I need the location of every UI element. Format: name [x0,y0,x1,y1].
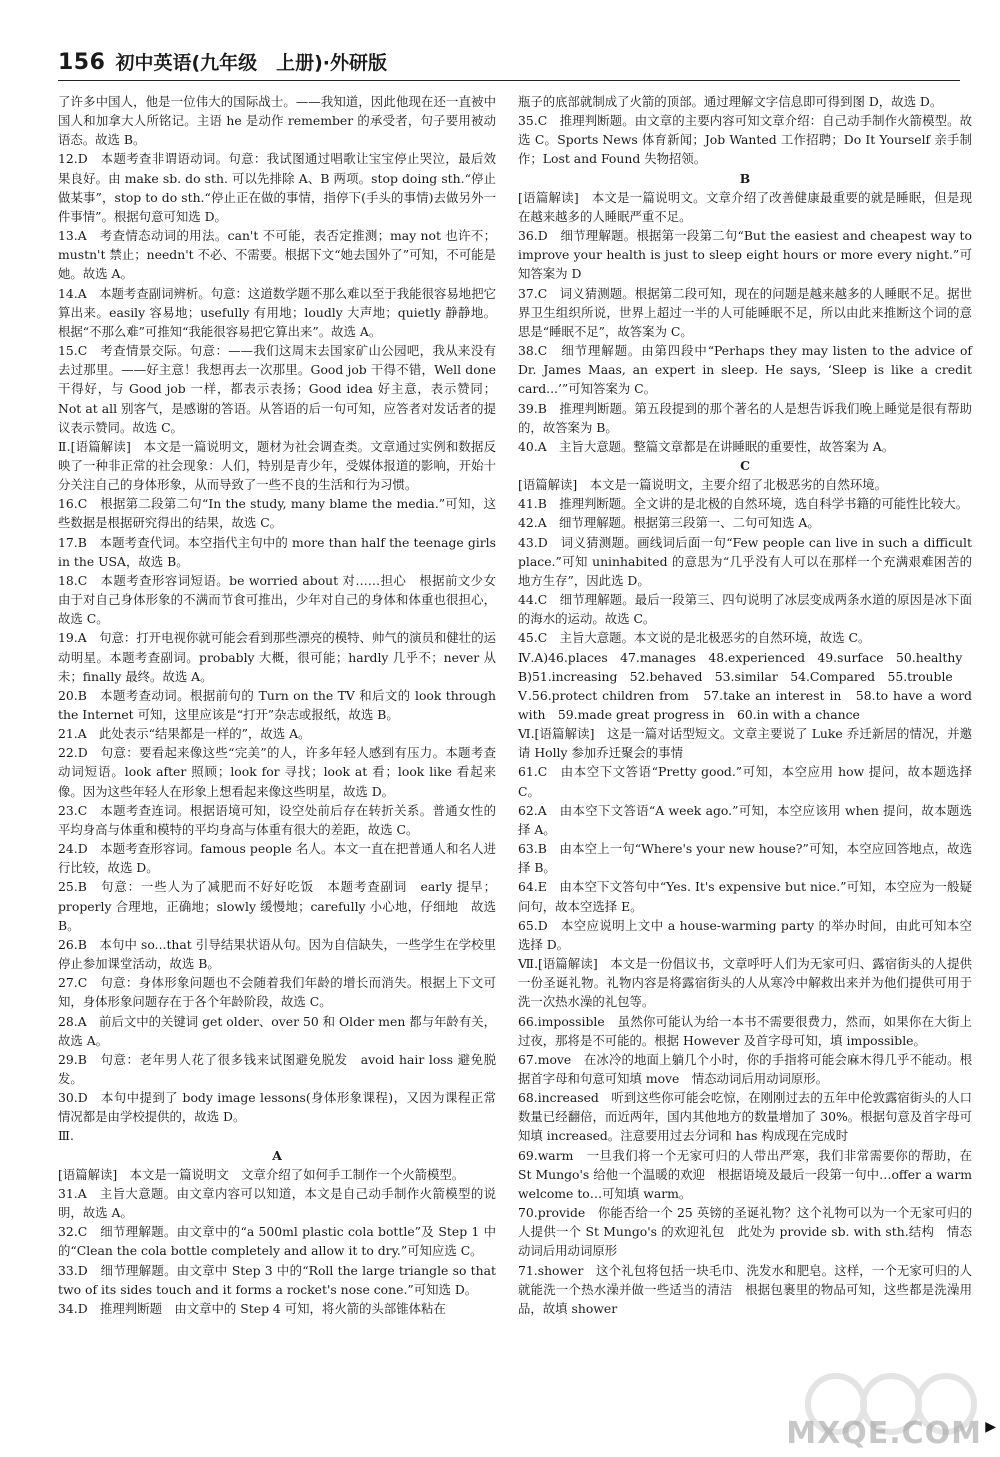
answer-paragraph: 28.A 前后文中的关键词 get older、over 50 和 Older men 都与年龄有关，故选 A。 [58,1013,496,1048]
answer-paragraph: 61.C 由本空下文答语“Pretty good.”可知，本空应用 how 提问，故本题选择 C。 [518,764,972,799]
answer-paragraph: 19.A 句意：打开电视你就可能会看到那些漂亮的模特、帅气的演员和健壮的运动明星。本题考查副词。probably 大概，很可能；hardly 几乎不；never 从未；finally 最终。故选 A。 [58,630,496,684]
answer-paragraph: 瓶子的底部就制成了火箭的顶部。通过理解文字信息即可得到图 D，故选 D。 [518,94,943,109]
answer-paragraph: 41.B 推理判断题。全文讲的是北极的自然环境，选自科学书籍的可能性比较大。 [518,496,969,512]
answer-paragraph: 66.impossible 虽然你可能认为给一本书不需要很费力，然而，如果你在大街上过夜，那将是不可能的。根据 However 及首字母可知，填 impossible。 [518,1013,972,1048]
answer-paragraph: 18.C 本题考查形容词短语。be worried about 对……担心 根据前文少女由于对自己身体形象的不满而节食可推出，少年对自己的身体和体重也很担心，故选 C。 [58,572,496,627]
answer-paragraph: 40.A 主旨大意题。整篇文章都是在讲睡眠的重要性，故答案为 A。 [518,438,895,454]
left-column [58,92,496,1318]
answer-paragraph: 29.B 句意：老年男人花了很多钱来试图避免脱发 avoid hair loss 避免脱发。 [58,1051,496,1086]
answer-paragraph: 68.increased 听到这些你可能会吃惊，在刚刚过去的五年中伦敦露宿街头的人口数量已经翻倍，而近两年，国内其他地方的数量增加了 30%。根据句意及首字母可知填 increased。注意要用过去分词和 has 构成现在完成时 [518,1090,972,1144]
answer-paragraph: [语篇解读] 本文是一篇说明文，主要介绍了北极恶劣的自然环境。 [518,477,887,493]
answer-paragraph: 14.A 本题考查副词辨析。句意：这道数学题不那么难以至于我能很容易地把它算出来。easily 容易地；usefully 有用地；loudly 大声地；quietly 静静地。根据“不那么难”可推知“我能很容易把它算出来”。故选 A。 [58,285,496,339]
page-header [58,48,387,74]
answer-paragraph: B [739,170,751,186]
answer-paragraph: C [740,457,750,473]
answer-paragraph: [语篇解读] 本文是一篇说明文。文章介绍了改善健康最重要的就是睡眠，但是现在越来越多的人睡眠严重不足。 [518,189,972,224]
answer-paragraph: 69.warm 一旦我们将一个无家可归的人带出严寒，我们非常需要你的帮助，在 St Mungo's 给他一个温暖的欢迎 根据语境及最后一段第一句中…offer a warm welcome to…可知填 warm。 [518,1147,972,1201]
answer-paragraph: 15.C 考查情景交际。句意：——我们这周末去国家矿山公园吧，我从来没有去过那里。——好主意！我想再去一次那里。Good job 干得不错，Well done 干得好，与 Good job 一样，都表示表扬；Good idea 好主意，表示赞同；Not at all 别客气，是感谢的答语。从答语的后一句可知，应答者对发话者的提议表示赞同。故选 C。 [58,343,496,435]
answer-paragraph: 42.A 细节理解题。根据第三段第一、二句可知选 A。 [518,515,820,531]
answer-paragraph: 25.B 句意：一些人为了减肥而不好好吃饭 本题考查副词 early 提早；properly 合理地，正确地；slowly 缓慢地；carefully 小心地，仔细地 故选 B。 [58,879,496,933]
answer-paragraph: 67.move 在冰冷的地面上躺几个小时，你的手指将可能会麻木得几乎不能动。根据首字母和句意可知填 move 情态动词后用动词原形。 [518,1051,972,1086]
answer-paragraph: 33.D 细节理解题。由文章中 Step 3 中的“Roll the large triangle so that two of its sides touch and it forms a rocket's nose cone.”可知选 D。 [58,1262,496,1297]
answer-paragraph: 37.C 词义猜测题。根据第二段可知，现在的问题是越来越多的人睡眠不足。据世界卫生组织所说，世界上超过一半的人可能睡眠不足，所以由此来推断这个词的意思是“睡眠不足”，故答案为 C。 [518,285,972,339]
answer-paragraph: 38.C 细节理解题。由第四段中“Perhaps they may listen to the advice of Dr. James Maas, an expert in sleep. He says, ‘Sleep is like a credit card...’”可知答案为 C。 [518,343,972,397]
answer-paragraph: 了许多中国人，他是一位伟大的国际战士。——我知道，因此他现在还一直被中国人和加拿大人所铭记。主语 he 是动作 remember 的承受者，句子要用被动语态。故选 B。 [58,94,496,148]
answer-paragraph: 63.B 由本空上一句“Where's your new house?”可知，本空应回答地点，故选择 B。 [518,841,972,876]
answer-paragraph: 39.B 推理判断题。第五段提到的那个著名的人是想告诉我们晚上睡觉是很有帮助的，故答案为 B。 [518,400,972,435]
answer-paragraph: 17.B 本题考查代词。本空指代主句中的 more than half the teenage girls in the USA，故选 B。 [58,534,496,569]
answer-paragraph: 62.A 由本空下文答语“A week ago.”可知，本空应该用 when 提问，故本题选择 A。 [518,802,972,837]
answer-paragraph: Ⅶ.[语篇解读] 本文是一份倡议书，文章呼吁人们为无家可归、露宿街头的人提供一份圣诞礼物。礼物内容是将露宿街头的人从寒冷中解救出来并为他们提供可用于洗一次热水澡的礼包等。 [518,956,972,1010]
answer-paragraph: 65.D 本空应说明上文中 a house-warming party 的举办时间，由此可知本空选择 D。 [518,917,972,952]
answer-paragraph: 30.D 本句中提到了 body image lessons(身体形象课程)，又因为课程正常情况都是由学校提供的，故选 D。 [58,1090,496,1125]
answer-paragraph: Ⅳ.A)46.places 47.manages 48.experienced 49.surface 50.healthy [518,649,963,665]
answer-paragraph: Ⅵ.[语篇解读] 这是一篇对话型短文。文章主要说了 Luke 乔迁新居的情况，并邀请 Holly 参加乔迁聚会的事情 [518,726,972,761]
answer-paragraph: 34.D 推理判断题 由文章中的 Step 4 可知，将火箭的头部锥体粘在 [58,1300,446,1316]
answer-paragraph: 43.D 词义猜测题。画线词后面一句“Few people can live in such a difficult place.”可知 uninhabited 的意思为“几乎没有人可以在那样一个充满艰难困苦的地方生存”，因此选 D。 [518,534,972,588]
answer-paragraph: Ⅴ.56.protect children from 57.take an interest in 58.to have a word with 59.made great progress in 60.in with a chance [518,687,972,722]
answer-paragraph: Ⅲ. [58,1128,74,1144]
answer-paragraph: 12.D 本题考查非谓语动词。句意：我试图通过唱歌让宝宝停止哭泣，最后效果良好。由 make sb. do sth. 可以先排除 A、B 两项。stop doing sth.“停止做某事”，stop to do sth.“停止正在做的事情，指停下(手头的事情)去做另外一件事情”。根据句意可知选 D。 [58,151,496,224]
header-rule [58,80,960,81]
answer-paragraph: 13.A 考查情态动词的用法。can't 不可能，表否定推测；may not 也许不；mustn't 禁止；needn't 不必、不需要。根据下文“她去国外了”可知，不可能是她。故选 A。 [58,228,496,282]
watermark-text: MXQE.COM [786,1416,982,1451]
answer-paragraph: 21.A 此处表示“结果都是一样的”，故选 A。 [58,726,311,742]
answer-paragraph: Ⅱ.[语篇解读] 本文是一篇说明文，题材为社会调查类。文章通过实例和数据反映了一种非正常的社会现象：人们，特别是青少年，受媒体报道的影响，开始十分关注自己的身体形象，从而导致了一些不良的生活和行为习惯。 [58,438,496,493]
answer-paragraph: B)51.increasing 52.behaved 53.similar 54.Compared 55.trouble [518,668,953,684]
answer-paragraph: 44.C 细节理解题。最后一段第三、四句说明了冰层变成两条水道的原因是冰下面的海水的运动。故选 C。 [518,592,972,627]
answer-paragraph: A [272,1147,282,1163]
answer-paragraph: 31.A 主旨大意题。由文章内容可以知道，本文是自己动手制作火箭模型的说明，故选 A。 [58,1185,496,1221]
answer-paragraph: 70.provide 你能否给一个 25 英镑的圣诞礼物？这个礼物可以为一个无家可归的人提供一个 St Mungo's 的欢迎礼包 此处为 provide sb. with sth.结构 情态动词后用动词原形 [518,1205,972,1259]
next-page-arrow-icon: ▶ [985,1419,996,1435]
answer-paragraph: 22.D 句意：要看起来像这些“完美”的人，许多年轻人感到有压力。本题考查动词短语。look after 照顾；look for 寻找；look at 看；look like 看起来像。因为这些年轻人在形象上想看起来像这些明星，故选 D。 [58,745,496,799]
answer-paragraph: 45.C 主旨大意题。本文说的是北极恶劣的自然环境，故选 C。 [518,630,871,646]
page-title: 初中英语(九年级 上册)·外研版 [115,52,388,74]
answer-paragraph: 36.D 细节理解题。根据第一段第二句“But the easiest and cheapest way to improve your health is just to sleep eight hours or more every night.”可知答案为 D [518,228,972,282]
answer-paragraph: 27.C 句意：身体形象问题也不会随着我们年龄的增长而消失。根据上下文可知，身体形象问题存在于各个年龄阶段，故选 C。 [58,975,496,1010]
answer-paragraph: 24.D 本题考查形容词。famous people 名人。本文一直在把普通人和名人进行比较，故选 D。 [58,841,496,876]
answer-paragraph: 16.C 根据第二段第二句“In the study, many blame the media.”可知，这些数据是根据研究得出的结果，故选 C。 [58,496,496,531]
answer-paragraph: 26.B 本句中 so...that 引导结果状语从句。因为自信缺失，一些学生在学校里停止参加课堂活动，故选 B。 [58,936,496,972]
answer-paragraph: 64.E 由本空下文答句中“Yes. It's expensive but nice.”可知，本空应为一般疑问句，故本空选择 E。 [518,879,972,914]
answer-paragraph: 23.C 本题考查连词。根据语境可知，设空处前后存在转折关系。普通女性的平均身高与体重和模特的平均身高与体重有很大的差距，故选 C。 [58,802,496,837]
answer-paragraph: [语篇解读] 本文是一篇说明文 文章介绍了如何手工制作一个火箭模型。 [58,1166,465,1182]
right-column [518,92,972,1318]
answer-paragraph: 35.C 推理判断题。由文章的主要内容可知文章介绍：自己动手制作火箭模型。故选 C。Sports News 体育新闻；Job Wanted 工作招聘；Do It Yourself 亲手制作；Lost and Found 失物招领。 [518,113,972,167]
answer-paragraph: 71.shower 这个礼包将包括一块毛巾、洗发水和肥皂。这样，一个无家可归的人就能洗一个热水澡并做一些适当的清洁 根据包裹里的物品可知，这些都是洗澡用品，故填 shower [518,1262,972,1316]
page-number: 156 [58,50,106,75]
answer-paragraph: 32.C 细节理解题。由文章中的“a 500ml plastic cola bottle”及 Step 1 中的“Clean the cola bottle completely and allow it to dry.”可知应选 C。 [58,1224,496,1259]
answer-paragraph: 20.B 本题考查动词。根据前句的 Turn on the TV 和后文的 look through the Internet 可知，这里应该是“打开”杂志或报纸，故选 B。 [58,687,496,722]
